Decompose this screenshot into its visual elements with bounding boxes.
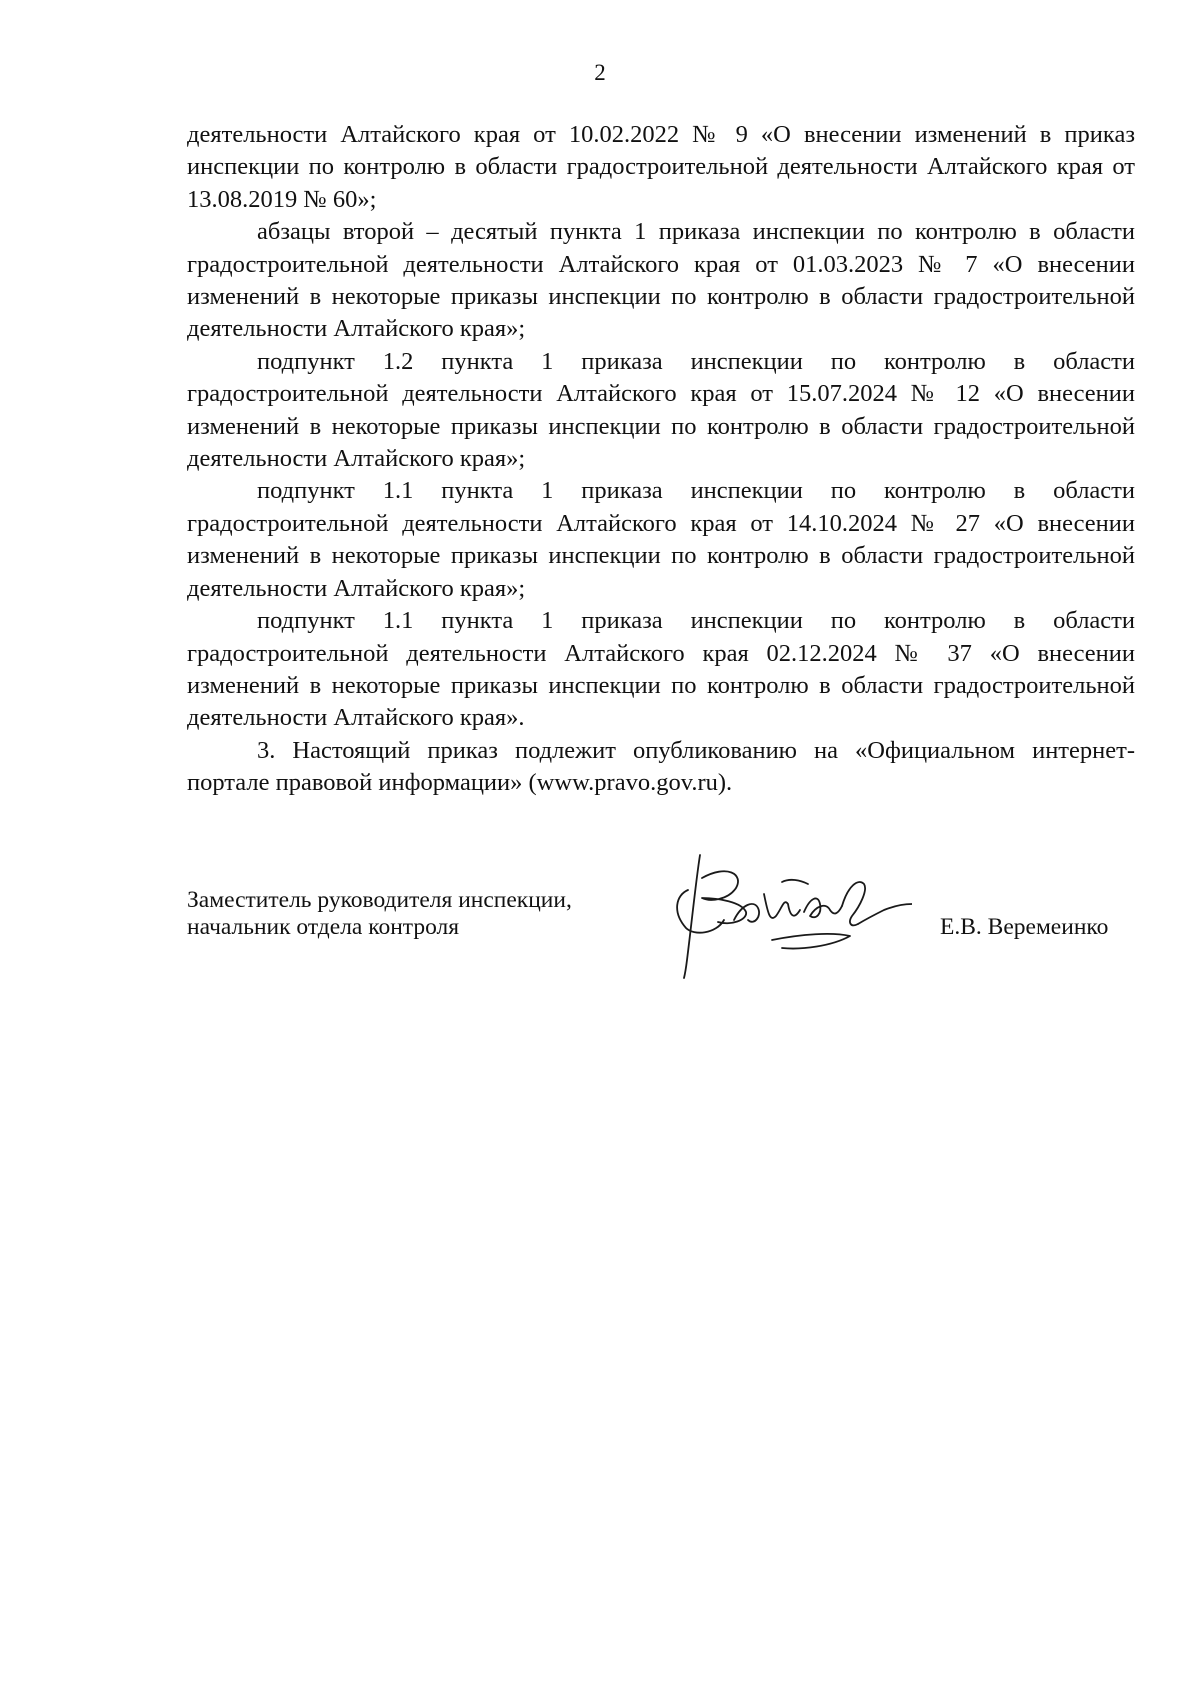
paragraph-continuation: деятельности Алтайского края от 10.02.2022 № 9 «О внесении изменений в приказ инспекции по контролю в области градостроительной деятельности Алтайского края от 13.08.2019 № 60»; (187, 121, 1135, 213)
document-body (187, 119, 1135, 800)
position-line-2: начальник отдела контроля (187, 914, 460, 940)
paragraph-subitem-1-2: подпункт 1.2 пункта 1 приказа инспекции по контролю в области градостроительной деятельности Алтайского края от 15.07.2024 № 12 «О внесении изменений в некоторые приказы инспекции по контролю в области градостроительной деятельности Алтайского края»; (187, 347, 1135, 473)
paragraph-abzacy: абзацы второй – десятый пункта 1 приказа инспекции по контролю в области градостроительной деятельности Алтайского края от 01.03.2023 № 7 «О внесении изменений в некоторые приказы инспекции по контролю в области градостроительной деятельности Алтайского края»; (187, 218, 1135, 343)
paragraph-subitem-1-1-december: подпункт 1.1 пункта 1 приказа инспекции по контролю в области градостроительной деятельности Алтайского края 02.12.2024 № 37 «О внесении изменений в некоторые приказы инспекции по контролю в области градостроительной деятельности Алтайского края». (187, 607, 1135, 732)
paragraph-publication: 3. Настоящий приказ подлежит опубликованию на «Официальном интернет-портале правовой информации» (www.pravo.gov.ru). (187, 736, 1135, 797)
position-line-1: Заместитель руководителя инспекции, (187, 887, 572, 913)
page-number: 2 (594, 60, 606, 85)
paragraph-subitem-1-1-october: подпункт 1.1 пункта 1 приказа инспекции по контролю в области градостроительной деятельности Алтайского края от 14.10.2024 № 27 «О внесении изменений в некоторые приказы инспекции по контролю в области градостроительной деятельности Алтайского края»; (187, 477, 1135, 602)
signatory-name: Е.В. Веремеинко (940, 914, 1109, 940)
signatory-position (187, 887, 572, 941)
handwritten-signature (672, 850, 912, 980)
